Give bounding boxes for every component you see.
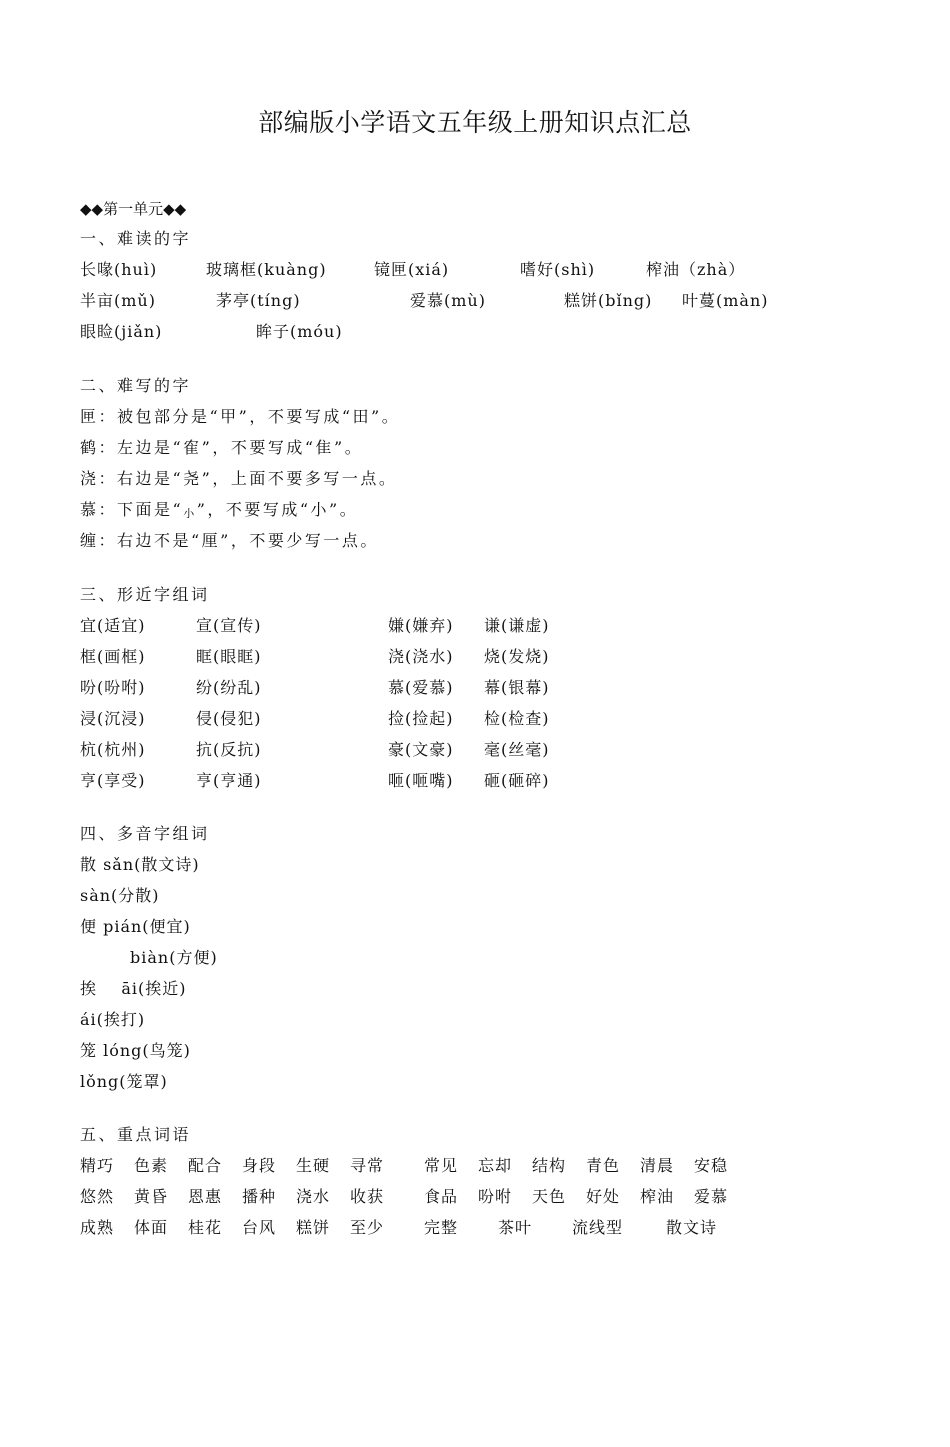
vocab-word: 播种 <box>242 1187 277 1206</box>
note-suffix: ”，不要写成“小”。 <box>196 500 359 519</box>
writing-note: 缠：右边不是“厘”，不要少写一点。 <box>80 531 379 550</box>
word-pair: 砸(砸碎) <box>484 771 550 790</box>
polyphone-line: lǒng(笼罩) <box>80 1072 168 1091</box>
word-pair: 毫(丝毫) <box>484 740 550 759</box>
vocab-word: 精巧 <box>80 1156 115 1175</box>
polyphone-line: 笼 lóng(鸟笼) <box>80 1041 191 1060</box>
vocab-word: 流线型 <box>572 1218 624 1237</box>
word-pair: 眶(眼眶) <box>196 647 262 666</box>
vocab-word: 寻常 <box>350 1156 385 1175</box>
vocab-word: 生硬 <box>296 1156 331 1175</box>
word-pair: 浸(沉浸) <box>80 709 146 728</box>
unit-heading: ◆◆第一单元◆◆ <box>80 200 187 218</box>
word-pair: 抗(反抗) <box>196 740 262 759</box>
word-pair: 框(画框) <box>80 647 146 666</box>
section-3-heading: 三、形近字组词 <box>80 585 210 604</box>
writing-note: 鹤：左边是“隺”，不要写成“隹”。 <box>80 438 364 457</box>
s5-row-3 <box>80 1218 718 1438</box>
vocab-word: 安稳 <box>694 1156 729 1175</box>
polyphone-line: sàn(分散) <box>80 886 160 905</box>
vocab-word: 茶叶 <box>498 1218 533 1237</box>
word-pair: 侵(侵犯) <box>196 709 262 728</box>
word-pair: 烧(发烧) <box>484 647 550 666</box>
vocab-word: 配合 <box>188 1156 223 1175</box>
writing-note <box>80 500 358 524</box>
vocab-word: 天色 <box>532 1187 567 1206</box>
word-pair: 吩(吩咐) <box>80 678 146 697</box>
polyphone-line: 散 sǎn(散文诗) <box>80 855 200 874</box>
word-pair: 杭(杭州) <box>80 740 146 759</box>
word-item: 茅亭(tíng) <box>216 291 301 310</box>
vocab-word: 体面 <box>134 1218 169 1237</box>
word-pair: 亨(亨通) <box>196 771 262 790</box>
word-pair: 豪(文豪) <box>388 740 454 759</box>
word-item: 爱慕(mù) <box>410 291 486 310</box>
vocab-word: 清晨 <box>640 1156 675 1175</box>
word-pair: 宣(宣传) <box>196 616 262 635</box>
vocab-word: 色素 <box>134 1156 169 1175</box>
vocab-word: 吩咐 <box>478 1187 513 1206</box>
word-item: 镜匣(xiá) <box>374 260 450 279</box>
vocab-word: 结构 <box>532 1156 567 1175</box>
word-pair: 幕(银幕) <box>484 678 550 697</box>
section-1-heading: 一、难读的字 <box>80 229 192 248</box>
vocab-word: 身段 <box>242 1156 277 1175</box>
word-pair: 慕(爱慕) <box>388 678 454 697</box>
vocab-word: 忘却 <box>478 1156 513 1175</box>
vocab-word: 青色 <box>586 1156 621 1175</box>
polyphone-line: 挨 āi(挨近) <box>80 979 187 998</box>
word-item: 糕饼(bǐng) <box>564 291 653 310</box>
vocab-word: 桂花 <box>188 1218 223 1237</box>
vocab-word: 散文诗 <box>666 1218 718 1237</box>
vocab-word: 食品 <box>424 1187 459 1206</box>
word-pair: 宜(适宜) <box>80 616 146 635</box>
word-pair: 嫌(嫌弃) <box>388 616 454 635</box>
vocab-word: 至少 <box>350 1218 385 1237</box>
writing-note: 浇：右边是“尧”，上面不要多写一点。 <box>80 469 398 488</box>
word-pair: 检(检查) <box>484 709 550 728</box>
word-pair: 咂(咂嘴) <box>388 771 454 790</box>
vocab-word: 浇水 <box>296 1187 331 1206</box>
word-item: 眸子(móu) <box>256 322 343 341</box>
word-item: 长喙(huì) <box>80 260 158 279</box>
word-pair: 纷(纷乱) <box>196 678 262 697</box>
vocab-word: 悠然 <box>80 1187 115 1206</box>
vocab-word: 收获 <box>350 1187 385 1206</box>
vocab-word: 榨油 <box>640 1187 675 1206</box>
vocab-word: 糕饼 <box>296 1218 331 1237</box>
word-pair: 亨(享受) <box>80 771 146 790</box>
vocab-word: 爱慕 <box>694 1187 729 1206</box>
s1-row-3 <box>80 322 343 382</box>
small-xiao-glyph: 小 <box>183 507 197 520</box>
word-item: 半亩(mǔ) <box>80 291 156 310</box>
section-5-heading: 五、重点词语 <box>80 1125 192 1144</box>
vocab-word: 台风 <box>242 1218 277 1237</box>
word-item: 眼睑(jiǎn) <box>80 322 163 341</box>
vocab-word: 常见 <box>424 1156 459 1175</box>
section-2-heading: 二、难写的字 <box>80 376 192 395</box>
vocab-word: 完整 <box>424 1218 459 1237</box>
vocab-word: 黄昏 <box>134 1187 169 1206</box>
word-pair: 浇(浇水) <box>388 647 454 666</box>
polyphone-line: biàn(方便) <box>130 948 218 967</box>
word-item: 嗜好(shì) <box>520 260 596 279</box>
note-prefix: 慕：下面是“ <box>80 500 184 519</box>
writing-note: 匣：被包部分是“甲”，不要写成“田”。 <box>80 407 401 426</box>
polyphone-line: ái(挨打) <box>80 1010 146 1029</box>
word-pair: 谦(谦虚) <box>484 616 550 635</box>
word-item: 玻璃框(kuàng) <box>206 260 327 279</box>
polyphone-line: 便 pián(便宜) <box>80 917 191 936</box>
word-item: 榨油（zhà） <box>646 260 746 279</box>
word-pair: 捡(捡起) <box>388 709 454 728</box>
vocab-word: 成熟 <box>80 1218 115 1237</box>
vocab-word: 好处 <box>586 1187 621 1206</box>
page-title: 部编版小学语文五年级上册知识点汇总 <box>258 108 692 137</box>
vocab-word: 恩惠 <box>188 1187 223 1206</box>
word-item: 叶蔓(màn) <box>682 291 769 310</box>
section-4-heading: 四、多音字组词 <box>80 824 210 843</box>
